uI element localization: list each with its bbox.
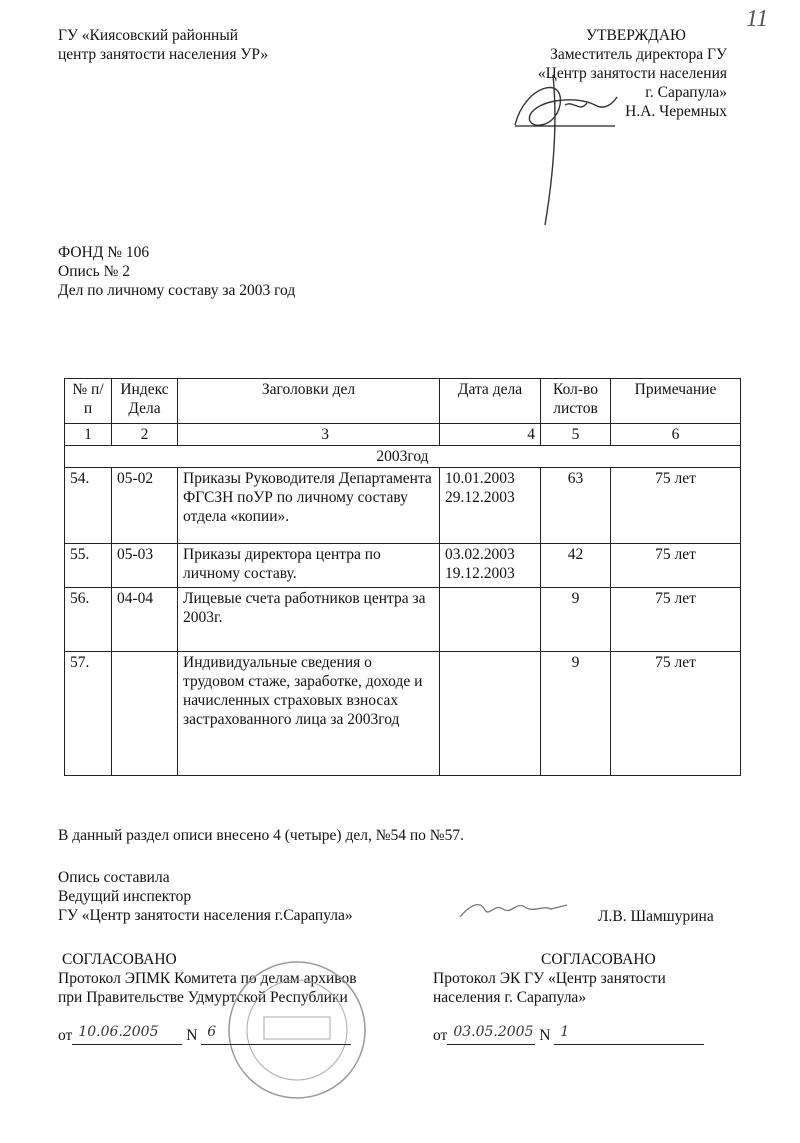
inventory-table — [64, 378, 741, 776]
table-row — [65, 544, 741, 588]
column-number: 2 — [112, 424, 178, 446]
row-date — [440, 652, 541, 776]
row-number: 56. — [65, 588, 112, 652]
approve-line-2: «Центр занятости населения — [537, 65, 727, 82]
row-index: 04-04 — [112, 588, 178, 652]
row-number: 54. — [65, 468, 112, 544]
row-note: 75 лет — [611, 468, 741, 544]
agreement-left-line-1: Протокол ЭПМК Комитета по делам архивов — [58, 970, 357, 987]
opis-number: Опись № 2 — [58, 263, 131, 280]
agreement-right-title: СОГЛАСОВАНО — [541, 951, 656, 968]
compiler-signature — [455, 895, 575, 925]
approve-line-1: Заместитель директора ГУ — [550, 46, 727, 63]
number-label: N — [186, 1027, 198, 1044]
compiled-block — [58, 868, 353, 925]
row-date-start: 03.02.2003 — [445, 546, 515, 563]
row-number: 55. — [65, 544, 112, 588]
handwritten-date: 03.05.2005 — [453, 1024, 534, 1040]
column-number: 5 — [541, 424, 611, 446]
page-number: 11 — [746, 6, 769, 32]
summary-text: В данный раздел описи внесено 4 (четыре) дел, №54 по №57. — [58, 827, 464, 844]
handwritten-number: 6 — [207, 1024, 217, 1040]
row-title: Приказы директора центра по личному составу. — [178, 544, 440, 588]
col-header-date: Дата дела — [440, 379, 541, 424]
table-row — [65, 468, 741, 544]
row-title: Лицевые счета работников центра за 2003г. — [178, 588, 440, 652]
from-label: от — [58, 1027, 73, 1044]
handwritten-date: 10.06.2005 — [78, 1024, 159, 1040]
column-number: 3 — [178, 424, 440, 446]
row-date-end: 29.12.2003 — [445, 489, 515, 506]
col-header-number: № п/п — [65, 379, 112, 424]
row-sheets: 63 — [541, 468, 611, 544]
approver-signature — [505, 45, 625, 235]
row-note: 75 лет — [611, 544, 741, 588]
col-header-sheets: Кол-во листов — [541, 379, 611, 424]
row-note: 75 лет — [611, 652, 741, 776]
column-number-row — [65, 424, 741, 446]
approve-title: УТВЕРЖДАЮ — [586, 27, 686, 44]
agreement-right — [433, 950, 666, 1007]
opis-description: Дел по личному составу за 2003 год — [58, 282, 296, 299]
row-sheets: 9 — [541, 588, 611, 652]
agreement-left-title: СОГЛАСОВАНО — [62, 951, 177, 968]
row-date — [440, 544, 541, 588]
compiled-line-2: Ведущий инспектор — [58, 888, 192, 905]
row-date — [440, 468, 541, 544]
compiler-name: Л.В. Шамшурина — [598, 908, 714, 925]
agreement-right-line-2: населения г. Сарапула» — [433, 989, 587, 1006]
row-number: 57. — [65, 652, 112, 776]
compiled-line-3: ГУ «Центр занятости населения г.Сарапула» — [58, 907, 353, 924]
col-header-index: Индекс Дела — [112, 379, 178, 424]
row-date-start: 10.01.2003 — [445, 470, 515, 487]
compiled-line-1: Опись составила — [58, 869, 170, 886]
row-date — [440, 588, 541, 652]
section-row — [65, 446, 741, 468]
from-label: от — [433, 1027, 448, 1044]
agreement-left-date-line — [58, 1026, 351, 1045]
org-line-2: центр занятости населения УР» — [58, 46, 269, 63]
agreement-right-date-line — [433, 1026, 704, 1045]
table-row — [65, 588, 741, 652]
row-sheets: 9 — [541, 652, 611, 776]
section-title: 2003год — [65, 446, 741, 468]
agreement-right-line-1: Протокол ЭК ГУ «Центр занятости — [433, 970, 666, 987]
handwritten-number: 1 — [560, 1024, 570, 1040]
row-sheets: 42 — [541, 544, 611, 588]
fond-block — [58, 243, 295, 300]
col-header-note: Примечание — [611, 379, 741, 424]
row-index: 05-03 — [112, 544, 178, 588]
row-index — [112, 652, 178, 776]
row-title: Приказы Руководителя Департамента ФГСЗН поУР по личному составу отдела «копии». — [178, 468, 440, 544]
number-label: N — [539, 1027, 551, 1044]
org-line-1: ГУ «Киясовский районный — [58, 27, 239, 44]
agreement-left-line-2: при Правительстве Удмуртской Республики — [58, 989, 348, 1006]
organization-header — [58, 26, 268, 64]
table-header-row — [65, 379, 741, 424]
row-title: Индивидуальные сведения о трудовом стаже, заработке, доходе и начисленных страховых взносах застрахованного лица за 2003год — [178, 652, 440, 776]
approve-line-3: г. Сарапула» — [645, 84, 727, 101]
row-note: 75 лет — [611, 588, 741, 652]
approver-name: Н.А. Черемных — [625, 103, 727, 120]
column-number: 1 — [65, 424, 112, 446]
row-index: 05-02 — [112, 468, 178, 544]
column-number: 4 — [440, 424, 541, 446]
col-header-title: Заголовки дел — [178, 379, 440, 424]
row-date-end: 19.12.2003 — [445, 565, 515, 582]
table-row — [65, 652, 741, 776]
fond-number: ФОНД № 106 — [58, 244, 150, 261]
column-number: 6 — [611, 424, 741, 446]
